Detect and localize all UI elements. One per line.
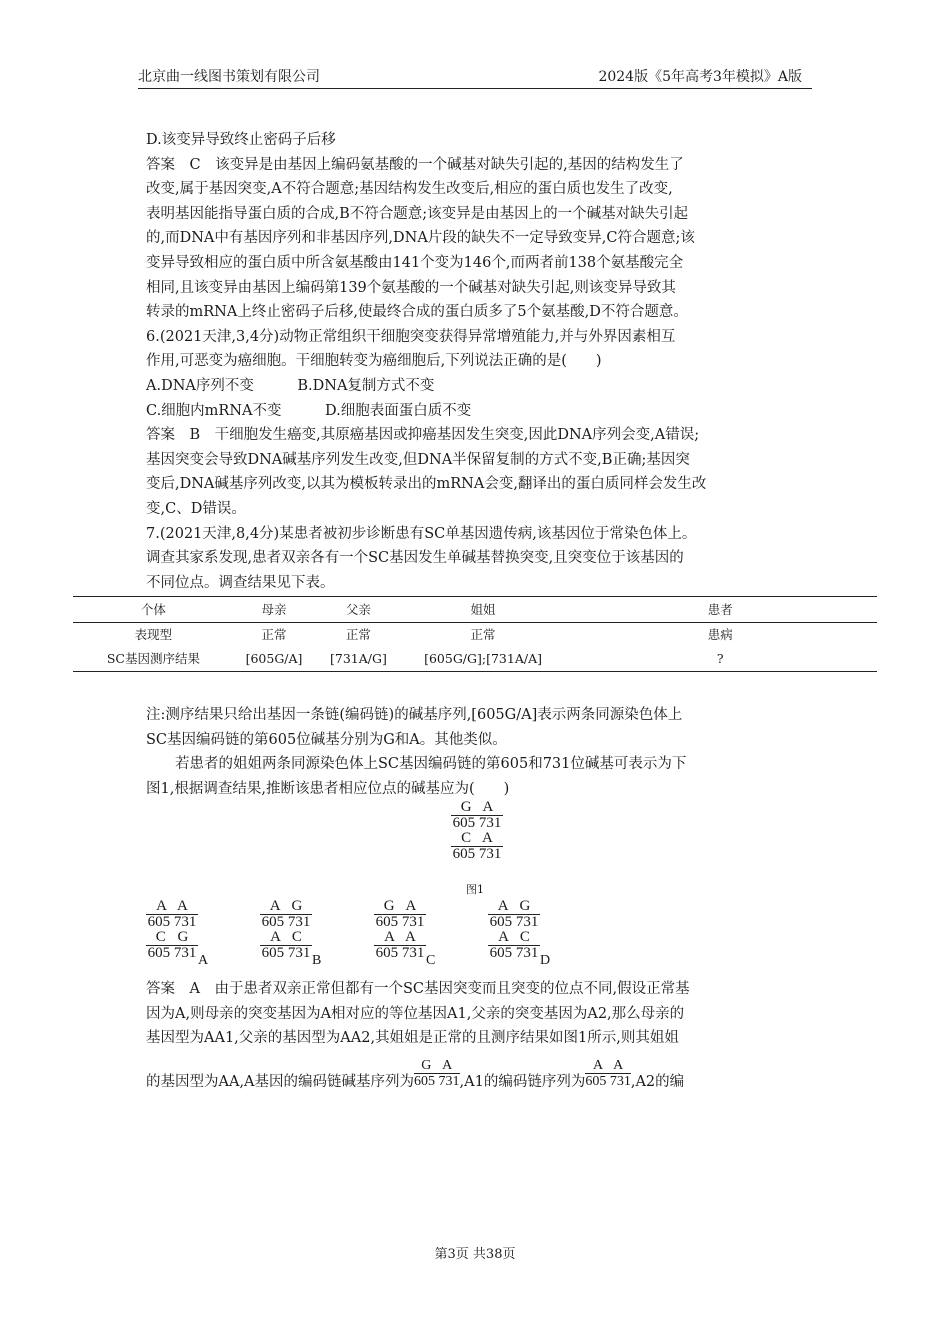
main-text: [146, 128, 806, 595]
option-a-bottom: C G: [155, 929, 189, 945]
table-header-row: [73, 596, 877, 623]
table-row: [73, 647, 877, 672]
text-fragment: ,A1的编码链序列为: [459, 1073, 586, 1090]
figure-1-positions: 605 731: [452, 815, 502, 831]
option-b-positions: 605 731: [261, 945, 311, 961]
question-6: 6.(2021天津,3,4分)动物正常组织干细胞突变获得异常增殖能力,并与外界因素相互: [146, 328, 676, 345]
option-d-bottom: A C: [498, 929, 530, 945]
option-d-positions: 605 731: [489, 945, 539, 961]
table-header: 患者: [707, 602, 733, 617]
option-a-figure: [142, 898, 209, 968]
inline-sequence-1: [414, 1058, 460, 1089]
option-a-positions: 605 731: [147, 945, 197, 961]
inline-sequence-bases: G A: [421, 1058, 453, 1074]
option-d-top: A G: [497, 898, 531, 914]
text-line: 因为A,则母亲的突变基因为A相对应的等位基因A1,父亲的突变基因为A2,那么母亲的: [146, 1005, 685, 1022]
option-c-positions: 605 731: [375, 914, 425, 930]
option-d-positions: 605 731: [489, 914, 539, 930]
text-line: 图1,根据调查结果,推断该患者相应位点的碱基应为( ): [146, 780, 510, 797]
option-c-bottom: A A: [384, 929, 416, 945]
header-publisher: 北京曲一线图书策划有限公司: [138, 69, 320, 85]
text-line: 不同位点。调查结果见下表。: [146, 574, 335, 591]
text-line: 相同,且该变异由基因上编码第139个氨基酸的一个碱基对缺失引起,则该变异导致其: [146, 279, 676, 296]
figure-1-bottom-bases: C A: [461, 830, 493, 846]
figure-1-positions: 605 731: [452, 846, 502, 862]
option-c-top: G A: [383, 898, 417, 914]
figure-1-caption: 图1: [466, 883, 484, 896]
header-book-title: 2024版《5年高考3年模拟》A版: [598, 69, 802, 85]
table-header: 姐姐: [470, 602, 496, 617]
text-line: 调查其家系发现,患者双亲各有一个SC基因发生单碱基替换突变,且突变位于该基因的: [146, 550, 684, 567]
text-line: 改变,属于基因突变,A不符合题意;基因结构发生改变后,相应的蛋白质也发生了改变,: [146, 181, 673, 198]
table-cell: 正常: [470, 627, 496, 642]
option-line: A.DNA序列不变 B.DNA复制方式不变: [146, 377, 435, 394]
option-c-positions: 605 731: [375, 945, 425, 961]
text-line: 变后,DNA碱基序列改变,以其为模板转录出的mRNA会变,翻译出的蛋白质同样会发生改: [146, 476, 707, 493]
option-d-figure: [484, 898, 551, 968]
text-line: 若患者的姐姐两条同源染色体上SC基因编码链的第605和731位碱基可表示为下: [175, 756, 687, 773]
text-line: 注:测序结果只给出基因一条链(编码链)的碱基序列,[605G/A]表示两条同源染色体上: [146, 707, 683, 723]
table-header: 母亲: [261, 602, 287, 617]
option-b-letter: B: [312, 953, 322, 968]
option-b-bottom: A C: [270, 929, 302, 945]
table-row: [73, 623, 877, 647]
option-c-letter: C: [426, 953, 436, 968]
table-cell: SC基因测序结果: [106, 651, 200, 666]
note-text: [146, 703, 806, 801]
text-line: 的,而DNA中有基因序列和非基因序列,DNA片段的缺失不一定导致变异,C符合题意;该: [146, 230, 695, 247]
text-line-with-fractions: [146, 1058, 806, 1099]
table-cell: 患病: [707, 627, 733, 642]
text-line: SC基因编码链的第605位碱基分别为G和A。其他类似。: [146, 731, 507, 748]
text-line: 表明基因能指导蛋白质的合成,B不符合题意;该变异是由基因上的一个碱基对缺失引起: [146, 205, 689, 222]
text-line: D.该变异导致终止密码子后移: [146, 132, 336, 148]
text-fragment: 的基因型为AA,A基因的编码链碱基序列为: [146, 1073, 415, 1090]
answer-7-text: [146, 977, 806, 1099]
table-cell: 正常: [345, 627, 371, 642]
figure-1: [447, 800, 507, 862]
table-cell: [605G/G];[731A/A]: [424, 651, 542, 666]
text-line: 答案 B 干细胞发生癌变,其原癌基因或抑癌基因发生突变,因此DNA序列会变,A错误;: [146, 427, 700, 444]
text-line: 基因型为AA1,父亲的基因型为AA2,其姐姐是正常的且测序结果如图1所示,则其姐姐: [146, 1030, 679, 1047]
option-a-positions: 605 731: [147, 914, 197, 930]
table-cell: [605G/A]: [245, 651, 303, 666]
table-cell: ?: [716, 651, 724, 666]
table-header: 父亲: [345, 602, 371, 617]
inline-sequence-bases: A A: [593, 1058, 624, 1074]
survey-table: [73, 596, 877, 672]
text-line: 变,C、D错误。: [146, 500, 246, 517]
table-cell: 表现型: [134, 627, 173, 642]
text-fragment: ,A2的编: [630, 1073, 685, 1090]
text-line: 基因突变会导致DNA碱基序列发生改变,但DNA半保留复制的方式不变,B正确;基因突: [146, 451, 690, 468]
table-cell: 正常: [261, 627, 287, 642]
option-a-top: A A: [156, 898, 188, 914]
text-line: 答案 C 该变异是由基因上编码氨基酸的一个碱基对缺失引起的,基因的结构发生了: [146, 156, 684, 173]
inline-sequence-positions: 605 731: [414, 1074, 460, 1090]
text-line: 变异导致相应的蛋白质中所含氨基酸由141个变为146个,而两者前138个氨基酸完全: [146, 254, 684, 271]
option-d-letter: D: [540, 953, 551, 968]
table-header: 个体: [140, 602, 166, 617]
page-header: [138, 66, 812, 89]
option-b-figure: [256, 898, 322, 968]
text-line: 作用,可恶变为癌细胞。干细胞转变为癌细胞后,下列说法正确的是( ): [146, 353, 602, 370]
inline-sequence-2: [585, 1058, 631, 1089]
option-b-top: A G: [269, 898, 303, 914]
option-a-letter: A: [198, 953, 209, 968]
option-b-positions: 605 731: [261, 914, 311, 930]
text-line: 转录的mRNA上终止密码子后移,使最终合成的蛋白质多了5个氨基酸,D不符合题意。: [146, 304, 688, 321]
inline-sequence-positions: 605 731: [585, 1074, 631, 1090]
option-line: C.细胞内mRNA不变 D.细胞表面蛋白质不变: [146, 402, 472, 419]
option-c-figure: [370, 898, 436, 968]
page-footer: 第3页 共38页: [434, 1247, 516, 1262]
table-cell: [731A/G]: [329, 651, 387, 666]
question-7: 7.(2021天津,8,4分)某患者被初步诊断患有SC单基因遗传病,该基因位于常染色体上。: [146, 525, 697, 542]
text-line: 答案 A 由于患者双亲正常但都有一个SC基因突变而且突变的位点不同,假设正常基: [146, 981, 690, 997]
figure-1-top-bases: G A: [460, 799, 494, 815]
